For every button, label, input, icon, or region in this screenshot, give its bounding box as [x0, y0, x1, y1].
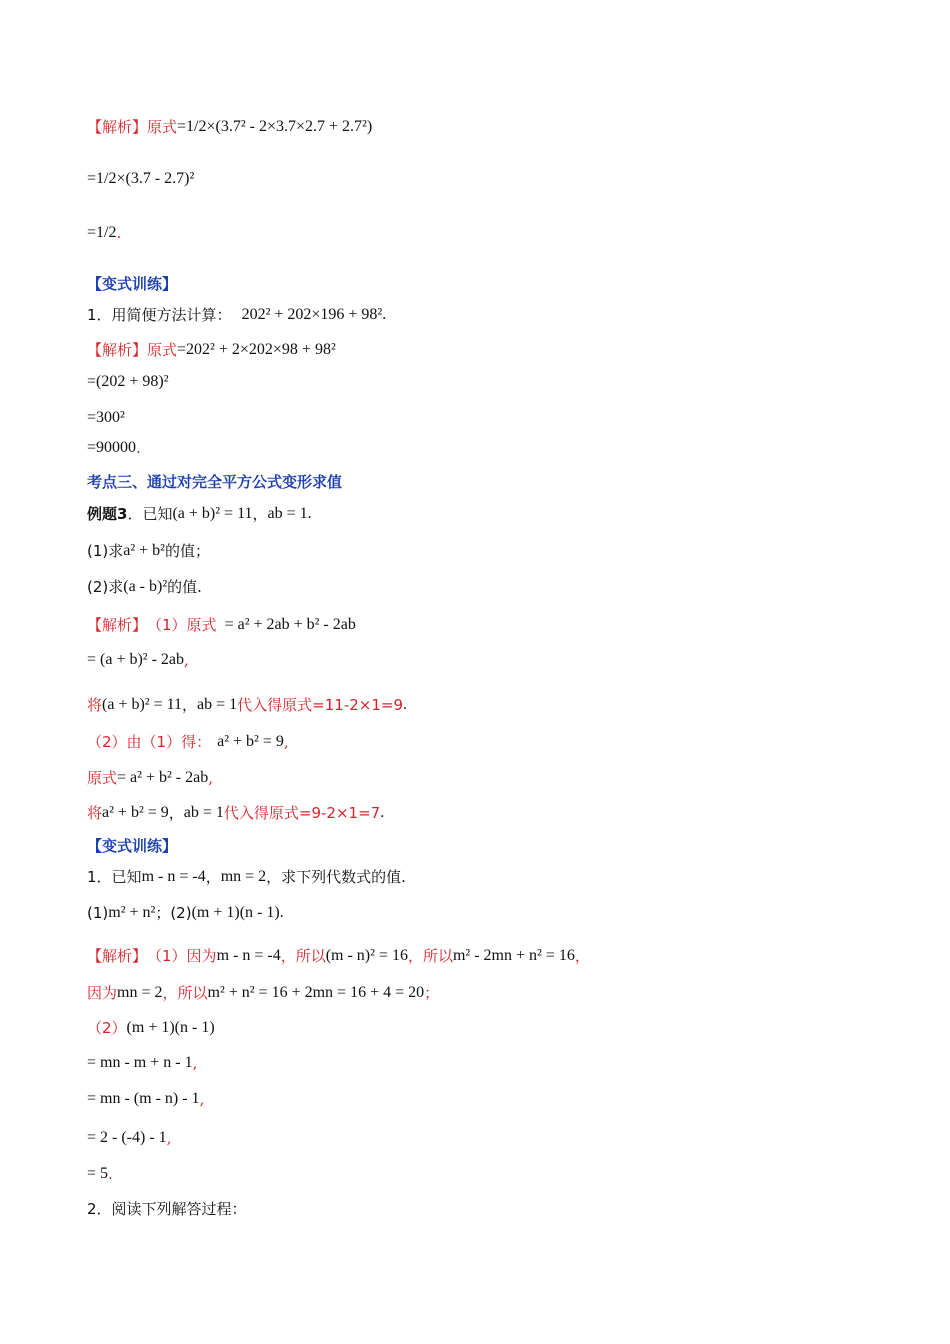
- example3-part2-1: [87, 731, 289, 752]
- period: .: [108, 1165, 113, 1183]
- question-text-2: ，求下列代数式的值.: [266, 868, 406, 886]
- comma: ,: [283, 732, 289, 751]
- period: .: [403, 695, 408, 713]
- part-label: （1）原式: [147, 616, 217, 634]
- expression-step-2: =1/2×(3.7 - 2.7)²: [87, 170, 195, 187]
- question-number: 1．: [87, 306, 112, 324]
- example3-solution-1: [87, 614, 356, 635]
- sub-question-1-label: (1): [87, 903, 109, 922]
- practice1-solution-2: [87, 373, 169, 391]
- expression-step-4: = 5: [87, 1165, 109, 1182]
- practice1-question: [87, 304, 386, 325]
- expression-step-1: =202² + 2×202×98 + 98²: [177, 340, 336, 358]
- problem-number: 2．: [87, 1200, 112, 1218]
- example-text: ．已知: [127, 505, 173, 523]
- comma: ,: [184, 651, 189, 669]
- therefore-1: ，所以: [280, 947, 326, 965]
- section-title-text: 考点三、通过对完全平方公式变形求值: [87, 473, 343, 491]
- solution-tag: 【解析】: [87, 947, 148, 965]
- result-expression: m² + n² = 16 + 2mn = 16 + 4 = 20: [207, 983, 425, 1001]
- example-3-statement: [87, 503, 312, 524]
- expression-step-4: =90000: [87, 439, 137, 456]
- practice2-question: [87, 866, 406, 887]
- period: .: [307, 504, 312, 522]
- solution-line-3: [87, 224, 121, 242]
- question-text: 用简便方法计算：: [111, 306, 232, 324]
- therefore: ，所以: [162, 984, 208, 1002]
- original-expression-label: 原式: [147, 341, 178, 359]
- example3-substitution-1: [87, 694, 407, 715]
- sub-question-2-label: (2): [170, 903, 192, 922]
- because-label: 因为: [87, 984, 118, 1002]
- sub-question-text: 的值；: [164, 542, 210, 560]
- sub-question-text: 的值.: [167, 578, 202, 596]
- expression-step-3: = 2 - (-4) - 1: [87, 1129, 167, 1146]
- substitute-label: 将: [87, 696, 103, 714]
- sub-question-1-expression: m² + n²: [108, 903, 156, 921]
- expression-step-2: = (a + b)² - 2ab: [87, 651, 185, 668]
- sub-question-expression: a² + b²: [123, 541, 165, 559]
- example-number: 3: [117, 504, 128, 523]
- practice2-step-4: [87, 1165, 113, 1183]
- comma: ,: [192, 1054, 198, 1072]
- solution-tag: 【解析】: [87, 616, 148, 634]
- condition-1: (a + b)² = 11: [172, 504, 253, 522]
- expression-step-1: = a² + 2ab + b² - 2ab: [224, 615, 356, 633]
- condition-2: (m - n)² = 16: [325, 946, 408, 964]
- sub-question-label: (2)求: [87, 578, 124, 596]
- comma: ，: [574, 947, 590, 965]
- condition-2: ab = 1: [267, 504, 308, 522]
- condition-2: ab = 1: [183, 803, 224, 821]
- part-label: （1）因为: [147, 947, 217, 965]
- practice2-solution-1: [87, 945, 590, 966]
- sub-question-1: [87, 540, 210, 561]
- expression-step-1: =1/2×(3.7² - 2×3.7×2.7 + 2.7²): [177, 117, 373, 135]
- period: .: [116, 224, 122, 242]
- separator: ，: [182, 696, 198, 714]
- practice-header-1: [87, 273, 177, 294]
- part2-expression-2: = a² + b² - 2ab: [117, 768, 209, 786]
- practice2-solution-2: [87, 982, 439, 1003]
- question-period: .: [382, 305, 387, 323]
- substitution-result: 代入得原式=9-2×1=7: [223, 804, 381, 822]
- condition-1: (a + b)² = 11: [102, 695, 183, 713]
- part-label: （2）由（1）得：: [87, 733, 212, 751]
- sub-question-2-expression: (m + 1)(n - 1): [191, 903, 280, 921]
- substitution-result: 代入得原式=11-2×1=9: [237, 696, 404, 714]
- practice-header-label: 【变式训练】: [87, 837, 178, 855]
- comma: ,: [208, 768, 213, 787]
- separator: ，: [205, 868, 221, 886]
- solution-line-2: [87, 170, 194, 188]
- period: .: [136, 439, 141, 457]
- expression-step-3: =300²: [87, 409, 125, 426]
- part2-expression: a² + b² = 9: [217, 732, 284, 750]
- separator: ，: [168, 804, 184, 822]
- sub-question-2: [87, 576, 202, 597]
- condition-1: m - n = -4: [216, 946, 281, 964]
- practice2-step-2: [87, 1090, 204, 1108]
- example3-solution-2: [87, 651, 189, 669]
- example3-substitution-2: [87, 802, 384, 823]
- expression-step-2: =(202 + 98)²: [87, 373, 169, 390]
- sub-question-expression: (a - b)²: [123, 577, 168, 595]
- question-expression: 202² + 202×196 + 98²: [241, 305, 383, 323]
- practice1-solution-1: [87, 339, 336, 360]
- example3-part2-2: [87, 767, 213, 788]
- practice-header-label: 【变式训练】: [87, 275, 178, 293]
- section-title: [87, 471, 342, 492]
- therefore-2: ，所以: [407, 947, 453, 965]
- solution-tag: 【解析】: [87, 118, 148, 136]
- semicolon: ；: [424, 984, 440, 1002]
- practice2-step-1: [87, 1054, 197, 1072]
- comma: ,: [199, 1090, 205, 1108]
- practice-header-2: [87, 835, 177, 856]
- question-text: 已知: [111, 868, 142, 886]
- practice1-solution-3: [87, 409, 125, 427]
- problem-text: 阅读下列解答过程：: [111, 1200, 247, 1218]
- part2-expression: (m + 1)(n - 1): [126, 1018, 215, 1036]
- sub-question-label: (1)求: [87, 542, 124, 560]
- example-label: 例题: [87, 505, 118, 523]
- condition-1: a² + b² = 9: [102, 803, 169, 821]
- separator: ；: [155, 904, 171, 922]
- expression-step-1: = mn - m + n - 1: [87, 1054, 193, 1071]
- condition-1: m - n = -4: [141, 867, 206, 885]
- problem-2: [87, 1198, 247, 1219]
- part-label: （2）: [87, 1019, 127, 1037]
- original-expression-label: 原式: [87, 769, 118, 787]
- substitute-label: 将: [87, 804, 103, 822]
- comma: ,: [166, 1129, 172, 1147]
- question-number: 1．: [87, 868, 112, 886]
- condition-3: m² - 2mn + n² = 16: [452, 946, 575, 964]
- practice1-solution-4: [87, 439, 141, 457]
- expression-step-2: = mn - (m - n) - 1: [87, 1090, 200, 1107]
- practice2-step-3: [87, 1129, 171, 1147]
- period: .: [380, 803, 385, 821]
- practice2-part2-label: [87, 1017, 215, 1038]
- separator: ，: [252, 505, 268, 523]
- practice2-subquestions: [87, 902, 284, 923]
- expression-step-3: =1/2: [87, 224, 117, 241]
- solution-line-1: [87, 116, 372, 137]
- condition-2: mn = 2: [220, 867, 267, 885]
- condition-2: ab = 1: [197, 695, 238, 713]
- solution-tag: 【解析】: [87, 341, 148, 359]
- condition-1: mn = 2: [117, 983, 163, 1001]
- period: .: [279, 903, 284, 921]
- original-expression-label: 原式: [147, 118, 178, 136]
